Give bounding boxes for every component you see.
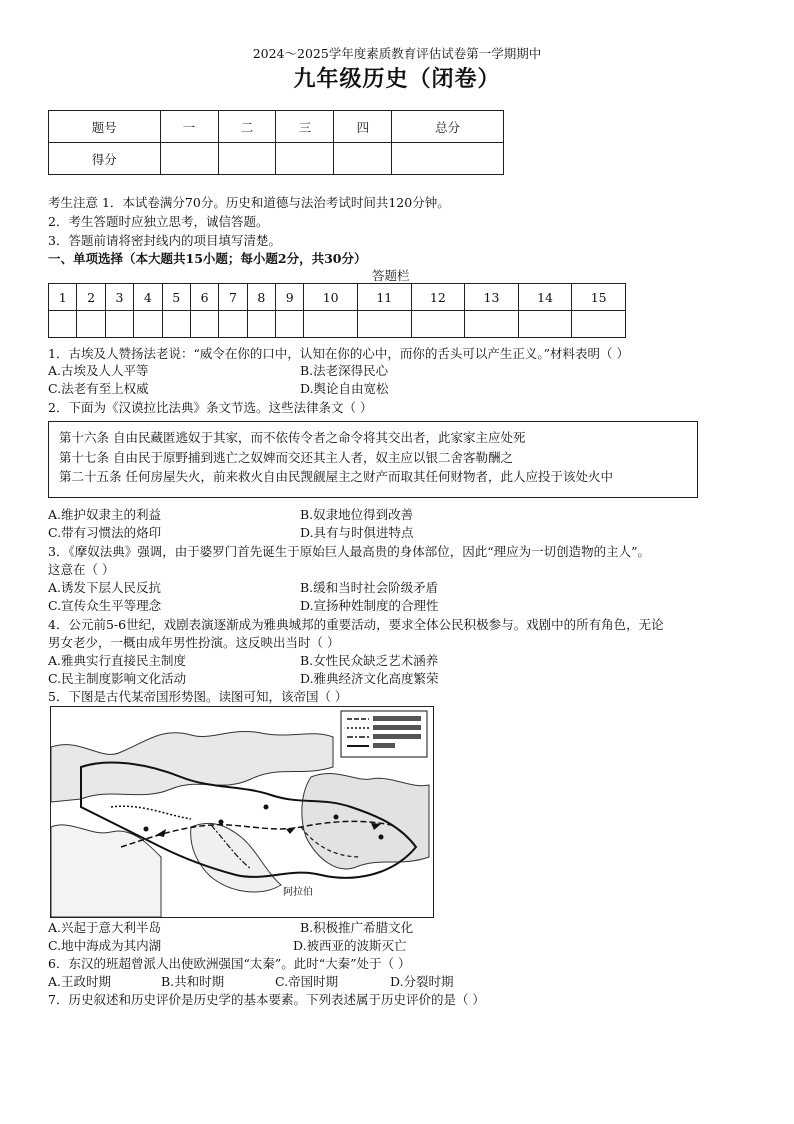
score-input-cell[interactable] [218,143,276,175]
answer-number: 14 [518,284,572,311]
q3-option-c: C.宣传众生平等理念 [48,598,162,613]
answer-number: 7 [219,284,247,311]
q4-option-b: B.女性民众缺乏艺术涵养 [300,653,439,668]
question-7-stem: 7．历史叙述和历史评价是历史学的基本要素。下列表述属于历史评价的是（ ） [48,992,485,1007]
answer-number: 15 [572,284,626,311]
answer-cell[interactable] [411,311,465,338]
q5-option-b: B.积极推广希腊文化 [300,920,414,935]
answer-table [48,283,626,338]
empire-map-drawing [51,707,433,917]
score-input-cell[interactable] [276,143,334,175]
score-table-score-row [49,143,504,175]
answer-cell[interactable] [49,311,77,338]
score-row-label: 得分 [49,143,161,175]
answer-number: 4 [134,284,162,311]
answer-cell[interactable] [276,311,304,338]
q4-option-c: C.民主制度影响文化活动 [48,671,187,686]
q5-option-d: D.被西亚的波斯灭亡 [293,938,407,953]
q4-option-d: D.雅典经济文化高度繁荣 [300,671,439,686]
answer-cell[interactable] [162,311,190,338]
exam-subtitle: 2024～2025学年度素质教育评估试卷第一学期期中 [252,46,542,61]
answer-number: 11 [357,284,411,311]
score-header-cell: 四 [334,111,392,143]
q2-quote-line: 第十六条 自由民藏匿逃奴于其家，而不依传令者之命令将其交出者，此家家主应处死 [59,430,526,445]
q1-option-a: A.古埃及人人平等 [48,363,149,378]
answer-cell[interactable] [105,311,133,338]
q1-option-b: B.法老深得民心 [300,363,389,378]
score-table-header-row [49,111,504,143]
q2-option-d: D.具有与时俱进特点 [300,525,414,540]
score-input-cell[interactable] [392,143,504,175]
q3-option-d: D.宣扬种姓制度的合理性 [300,598,439,613]
answer-cell[interactable] [134,311,162,338]
answer-number: 1 [49,284,77,311]
answer-number: 2 [77,284,105,311]
answer-number-row [49,284,626,311]
answer-cell[interactable] [247,311,275,338]
exam-note: 2．考生答题时应独立思考，诚信答题。 [48,214,269,229]
answer-number: 10 [304,284,358,311]
q6-option-b: B.共和时期 [161,974,225,989]
score-header-cell: 三 [276,111,334,143]
question-5-stem: 5．下图是古代某帝国形势图。读图可知，该帝国（ ） [48,689,348,704]
q2-option-b: B.奴隶地位得到改善 [300,507,414,522]
answer-cell[interactable] [304,311,358,338]
score-header-cell: 总分 [392,111,504,143]
answer-cell[interactable] [465,311,519,338]
score-header-cell: 题号 [49,111,161,143]
q2-option-c: C.带有习惯法的烙印 [48,525,162,540]
answer-cell[interactable] [190,311,218,338]
q2-quote-line: 第十七条 自由民于原野捕到逃亡之奴婢而交还其主人者，奴主应以银二舍客勒酬之 [59,450,513,465]
answer-cell[interactable] [572,311,626,338]
answer-number: 12 [411,284,465,311]
q1-option-c: C.法老有至上权威 [48,381,149,396]
score-header-cell: 二 [218,111,276,143]
answer-cell[interactable] [219,311,247,338]
exam-note: 考生注意 1．本试卷满分70分。历史和道德与法治考试时间共120分钟。 [48,195,450,210]
answer-number: 13 [465,284,519,311]
map-region-label: 阿拉伯 [283,887,313,898]
q1-option-d: D.舆论自由宽松 [300,381,389,396]
score-table [48,110,504,175]
q2-quote-box [48,421,698,498]
question-6-stem: 6．东汉的班超曾派人出使欧洲强国“太秦”。此时“大秦”处于（ ） [48,956,411,971]
question-4-stem: 4．公元前5-6世纪，戏剧表演逐渐成为雅典城邦的重要活动，要求全体公民积极参与。戏剧中的所有角色，无论 [48,617,664,632]
q2-option-a: A.维护奴隶主的利益 [48,507,162,522]
q3-option-a: A.诱发下层人民反抗 [48,580,162,595]
q4-option-a: A.雅典实行直接民主制度 [48,653,187,668]
q6-option-a: A.王政时期 [48,974,112,989]
answer-number: 5 [162,284,190,311]
answer-cell[interactable] [77,311,105,338]
q3-option-b: B.缓和当时社会阶级矛盾 [300,580,439,595]
answer-number: 9 [276,284,304,311]
score-header-cell: 一 [160,111,218,143]
answer-number: 3 [105,284,133,311]
answer-box-caption: 答题栏 [372,268,410,283]
section-heading: 一、单项选择（本大题共15小题；每小题2分，共30分） [48,251,367,266]
exam-note: 3．答题前请将密封线内的项目填写清楚。 [48,233,281,248]
question-3-stem-cont: 这意在（ ） [48,562,115,577]
answer-cell[interactable] [518,311,572,338]
answer-number: 6 [190,284,218,311]
answer-number: 8 [247,284,275,311]
answer-input-row [49,311,626,338]
q5-option-c: C.地中海成为其内湖 [48,938,162,953]
q5-option-a: A.兴起于意大利半岛 [48,920,162,935]
answer-cell[interactable] [357,311,411,338]
question-1-stem: 1．古埃及人赞扬法老说：“威令在你的口中，认知在你的心中，而你的舌头可以产生正义。”材料表明（ ） [48,346,629,361]
question-4-stem-cont: 男女老少，一概由成年男性扮演。这反映出当时（ ） [48,635,340,650]
q6-option-c: C.帝国时期 [275,974,339,989]
score-input-cell[interactable] [160,143,218,175]
q2-quote-line: 第二十五条 任何房屋失火，前来救火自由民觊觎屋主之财产而取其任何财物者，此人应投于该处火中 [59,469,613,484]
question-3-stem: 3．《摩奴法典》强调，由于婆罗门首先诞生于原始巨人最高贵的身体部位，因此“理应为一切创造物的主人”。 [48,544,650,559]
q6-option-d: D.分裂时期 [390,974,454,989]
question-2-stem: 2．下面为《汉谟拉比法典》条文节选。这些法律条文（ ） [48,400,373,415]
empire-map [50,706,434,918]
exam-title: 九年级历史（闭卷） [293,66,501,92]
score-input-cell[interactable] [334,143,392,175]
